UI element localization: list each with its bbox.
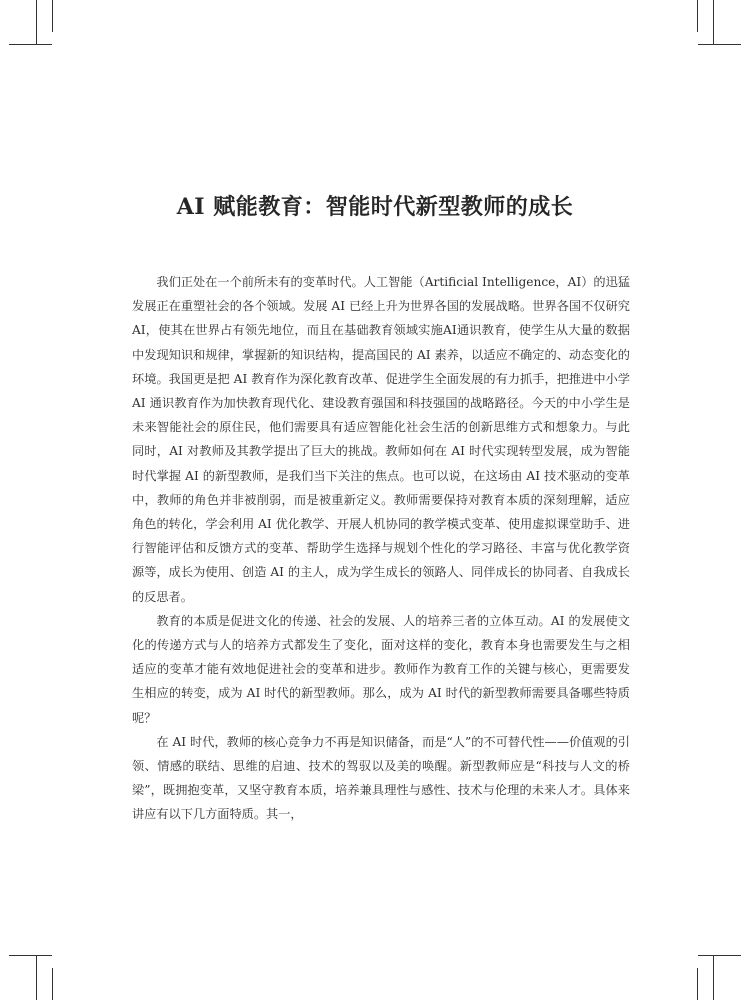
crop-mark-bottom-right-horizontal — [698, 955, 741, 956]
paragraph-1: 我们正处在一个前所未有的变革时代。人工智能（Artificial Intelligence，AI）的迅猛发展正在重塑社会的各个领域。发展 AI 已经上升为世界各国的发展战略。世界各国不仅研究 AI，使其在世界占有领先地位，而且在基础教育领域实施AI通识教育，使学生从大量的数据中发现知识和规律，掌握新的知识结构，提高国民的 AI 素养，以适应不确定的、动态变化的环境。我国更是把 AI 教育作为深化教育改革、促进学生全面发展的有力抓手，把推进中小学 AI 通识教育作为加快教育现代化、建设教育强国和科技强国的战略路径。今天的中小学生是未来智能社会的原住民，他们需要具有适应智能化社会生活的创新思维方式和想象力。与此同时，AI 对教师及其教学提出了巨大的挑战。教师如何在 AI 时代实现转型发展，成为智能时代掌握 AI 的新型教师，是我们当下关注的焦点。也可以说，在这场由 AI 技术驱动的变革中，教师的角色并非被削弱，而是被重新定义。教师需要保持对教育本质的深刻理解，适应角色的转化，学会利用 AI 优化教学、开展人机协同的教学模式变革、使用虚拟课堂助手、进行智能评估和反馈方式的变革、帮助学生选择与规划个性化的学习路径、丰富与优化教学资源等，成长为使用、创造 AI 的主人，成为学生成长的领路人、同伴成长的协同者、自我成长的反思者。 — [132, 275, 630, 604]
crop-mark-top-left-horizontal — [9, 44, 52, 45]
crop-mark-top-right-inner-vertical — [713, 0, 714, 44]
crop-mark-bottom-left-inner-vertical — [36, 956, 37, 1000]
crop-mark-top-right-horizontal — [698, 44, 741, 45]
crop-mark-bottom-left-vertical — [52, 968, 53, 1000]
crop-mark-bottom-right-vertical — [697, 968, 698, 1000]
crop-mark-top-left-vertical — [52, 0, 53, 32]
crop-mark-bottom-left-horizontal — [9, 955, 52, 956]
page-title: AI 赋能教育：智能时代新型教师的成长 — [176, 194, 574, 220]
crop-mark-bottom-right-inner-vertical — [713, 956, 714, 1000]
crop-mark-top-left-inner-vertical — [36, 0, 37, 44]
paragraph-2: 教育的本质是促进文化的传递、社会的发展、人的培养三者的立体互动。AI 的发展使文化的传递方式与人的培养方式都发生了变化，面对这样的变化，教育本身也需要发生与之相适应的变革才能有效地促进社会的变革和进步。教师作为教育工作的关键与核心，更需要发生相应的转变，成为 AI 时代的新型教师。那么，成为 AI 时代的新型教师需要具备哪些特质呢？ — [132, 613, 630, 725]
body-text — [132, 270, 630, 827]
crop-mark-top-right-vertical — [697, 0, 698, 32]
paragraph-3: 在 AI 时代，教师的核心竞争力不再是知识储备，而是“人”的不可替代性——价值观的引领、情感的联结、思维的启迪、技术的驾驭以及美的唤醒。新型教师应是“科技与人文的桥梁”，既拥抱变革，又坚守教育本质，培养兼具理性与感性、技术与伦理的未来人才。具体来讲应有以下几方面特质。其一， — [132, 734, 630, 822]
